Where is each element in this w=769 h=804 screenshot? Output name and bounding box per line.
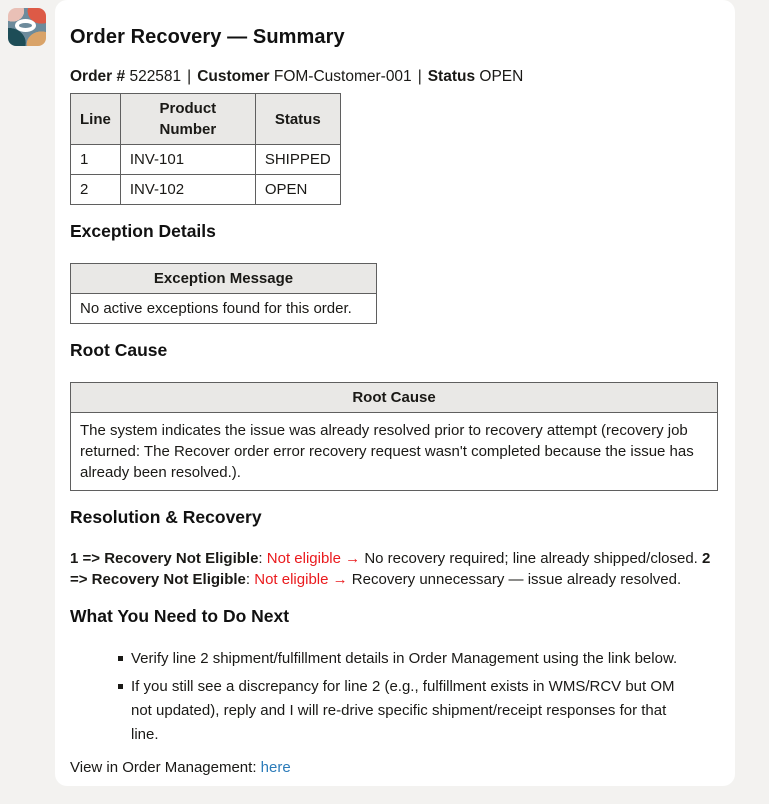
column-header-root-cause: Root Cause (71, 383, 718, 413)
cell-status: SHIPPED (255, 145, 340, 175)
table-row (71, 175, 341, 205)
resolution-text: Recovery unnecessary — issue already resolved. (347, 571, 682, 588)
list-item: If you still see a discrepancy for line 2 (e.g., fulfillment exists in WMS/RCV but OM not updated), reply and I will re-drive specific shipment/receipt responses for that line. (118, 675, 678, 747)
meta-separator: | (187, 68, 192, 85)
column-header-exception-message: Exception Message (71, 264, 377, 294)
meta-separator: | (417, 68, 422, 85)
table-header-row (71, 94, 341, 145)
order-management-link[interactable]: here (260, 759, 291, 776)
not-eligible-status: Not eligible → (254, 571, 348, 588)
section-heading-next-steps: What You Need to Do Next (70, 606, 290, 626)
customer-value: FOM-Customer-001 (269, 68, 412, 85)
resolution-text: : (258, 550, 267, 567)
table-row (71, 413, 718, 491)
status-value: OPEN (475, 68, 524, 85)
status-label: Status (427, 68, 476, 85)
oracle-ring-icon (15, 19, 36, 32)
order-meta-line (70, 67, 718, 87)
column-header-status: Status (255, 94, 340, 145)
resolution-line2-label: 2 => Recovery Not Eligible (70, 550, 711, 588)
cell-root-cause: The system indicates the issue was already resolved prior to recovery attempt (recovery job returned: The Recover order error recovery request wasn't completed because the issue has already been resolved.). (71, 413, 718, 491)
customer-label: Customer (197, 68, 270, 85)
table-header-row (71, 264, 377, 294)
column-header-product-number: Product Number (120, 94, 255, 145)
order-number-value: 522581 (125, 68, 182, 85)
table-row (71, 294, 377, 324)
column-header-line: Line (71, 94, 121, 145)
exception-table (70, 263, 377, 324)
order-number-label: Order # (70, 68, 126, 85)
resolution-text: No recovery required; line already shipped/closed. (360, 550, 703, 567)
cell-status: OPEN (255, 175, 340, 205)
section-heading-root-cause: Root Cause (70, 340, 168, 360)
order-lines-table (70, 93, 341, 205)
resolution-line1-label: 1 => Recovery Not Eligible (70, 550, 259, 567)
cell-product-number: INV-101 (120, 145, 255, 175)
next-steps-list (70, 647, 718, 747)
resolution-paragraph (70, 548, 718, 590)
footer-line (70, 758, 718, 778)
section-heading-resolution: Resolution & Recovery (70, 507, 262, 527)
cell-product-number: INV-102 (120, 175, 255, 205)
root-cause-table (70, 382, 718, 491)
cell-line: 2 (71, 175, 121, 205)
list-item: Verify line 2 shipment/fulfillment details in Order Management using the link below. (118, 647, 678, 671)
cell-exception-message: No active exceptions found for this order. (71, 294, 377, 324)
section-heading-exception-details: Exception Details (70, 221, 216, 241)
message-card (55, 0, 735, 786)
table-row (71, 145, 341, 175)
table-header-row (71, 383, 718, 413)
footer-text: View in Order Management: (70, 759, 261, 776)
cell-line: 1 (71, 145, 121, 175)
oracle-app-icon[interactable] (8, 8, 46, 46)
page-title: Order Recovery — Summary (70, 26, 345, 48)
not-eligible-status: Not eligible → (266, 550, 361, 567)
resolution-text: : (245, 571, 255, 588)
